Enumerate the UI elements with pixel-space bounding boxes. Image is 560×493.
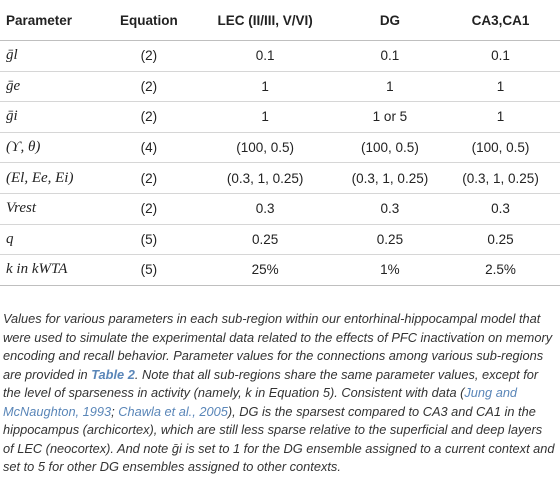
table-row [0, 193, 560, 224]
ca-cell: 0.25 [441, 224, 560, 255]
header-dg: DG [339, 0, 441, 41]
table-row [0, 132, 560, 163]
param-cell: ḡi [0, 102, 106, 133]
lec-cell: 0.3 [191, 193, 338, 224]
ca-cell: 0.3 [441, 193, 560, 224]
table-row [0, 71, 560, 102]
caption-text: is set to 1 for the DG ensemble assigned to a current context and set to 5 for other DG ensembles assigned to other contexts. [3, 440, 555, 474]
header-parameter: Parameter [0, 0, 106, 41]
caption-text: . Note that all sub-regions share the same parameter values, except for the level of sparseness in activity (namely, k in Equation 5). Consistent with data ( [3, 366, 539, 400]
caption-text: Values for various parameters in each sub-region within our entorhinal-hippocampal model that were used to simulate the experimental data related to the effects of PFC inactivation on memory encoding and recall behavior. Parameter values for the connections among various sub-regions are provided in [3, 311, 553, 382]
equation-cell: (2) [106, 163, 191, 194]
dg-cell: (100, 0.5) [339, 132, 441, 163]
table-row [0, 224, 560, 255]
equation-cell: (5) [106, 224, 191, 255]
dg-cell: (0.3, 1, 0.25) [339, 163, 441, 194]
header-equation: Equation [106, 0, 191, 41]
table-row [0, 102, 560, 133]
table-row [0, 255, 560, 286]
param-cell: (El, Ee, Ei) [0, 163, 106, 194]
lec-cell: 0.1 [191, 41, 338, 72]
header-ca: CA3,CA1 [441, 0, 560, 41]
equation-cell: (4) [106, 132, 191, 163]
table-row [0, 163, 560, 194]
ca-cell: 1 [441, 71, 560, 102]
gi-symbol: ḡi [171, 440, 182, 456]
table-caption [3, 310, 555, 477]
table-header-row [0, 0, 560, 41]
lec-cell: 0.25 [191, 224, 338, 255]
caption-separator: ; [111, 403, 119, 419]
equation-cell: (2) [106, 41, 191, 72]
table-2-link[interactable]: Table 2 [91, 366, 135, 382]
dg-cell: 1 or 5 [339, 102, 441, 133]
param-cell: (ϒ, θ) [0, 132, 106, 163]
dg-cell: 0.3 [339, 193, 441, 224]
ca-cell: 0.1 [441, 41, 560, 72]
table-row [0, 41, 560, 72]
ca-cell: 2.5% [441, 255, 560, 286]
lec-cell: 25% [191, 255, 338, 286]
dg-cell: 1 [339, 71, 441, 102]
lec-cell: (100, 0.5) [191, 132, 338, 163]
dg-cell: 0.25 [339, 224, 441, 255]
ca-cell: (0.3, 1, 0.25) [441, 163, 560, 194]
caption-text: ), DG is the sparsest compared to CA3 and CA1 in the hippocampus (archicortex), which are still less sparse relative to the superficial and deep layers of LEC (neocortex). And note [3, 403, 543, 456]
param-cell: ḡl [0, 41, 106, 72]
equation-cell: (5) [106, 255, 191, 286]
ca-cell: (100, 0.5) [441, 132, 560, 163]
lec-cell: 1 [191, 102, 338, 133]
param-cell: Vrest [0, 193, 106, 224]
dg-cell: 0.1 [339, 41, 441, 72]
ca-cell: 1 [441, 102, 560, 133]
equation-cell: (2) [106, 102, 191, 133]
equation-cell: (2) [106, 193, 191, 224]
lec-cell: 1 [191, 71, 338, 102]
citation-link[interactable]: Chawla et al., 2005 [118, 403, 228, 419]
param-cell: k in kWTA [0, 255, 106, 286]
equation-cell: (2) [106, 71, 191, 102]
lec-cell: (0.3, 1, 0.25) [191, 163, 338, 194]
dg-cell: 1% [339, 255, 441, 286]
param-cell: q [0, 224, 106, 255]
citation-link[interactable]: Jung and McNaughton, 1993 [3, 385, 518, 419]
header-lec: LEC (II/III, V/VI) [191, 0, 338, 41]
param-cell: ḡe [0, 71, 106, 102]
